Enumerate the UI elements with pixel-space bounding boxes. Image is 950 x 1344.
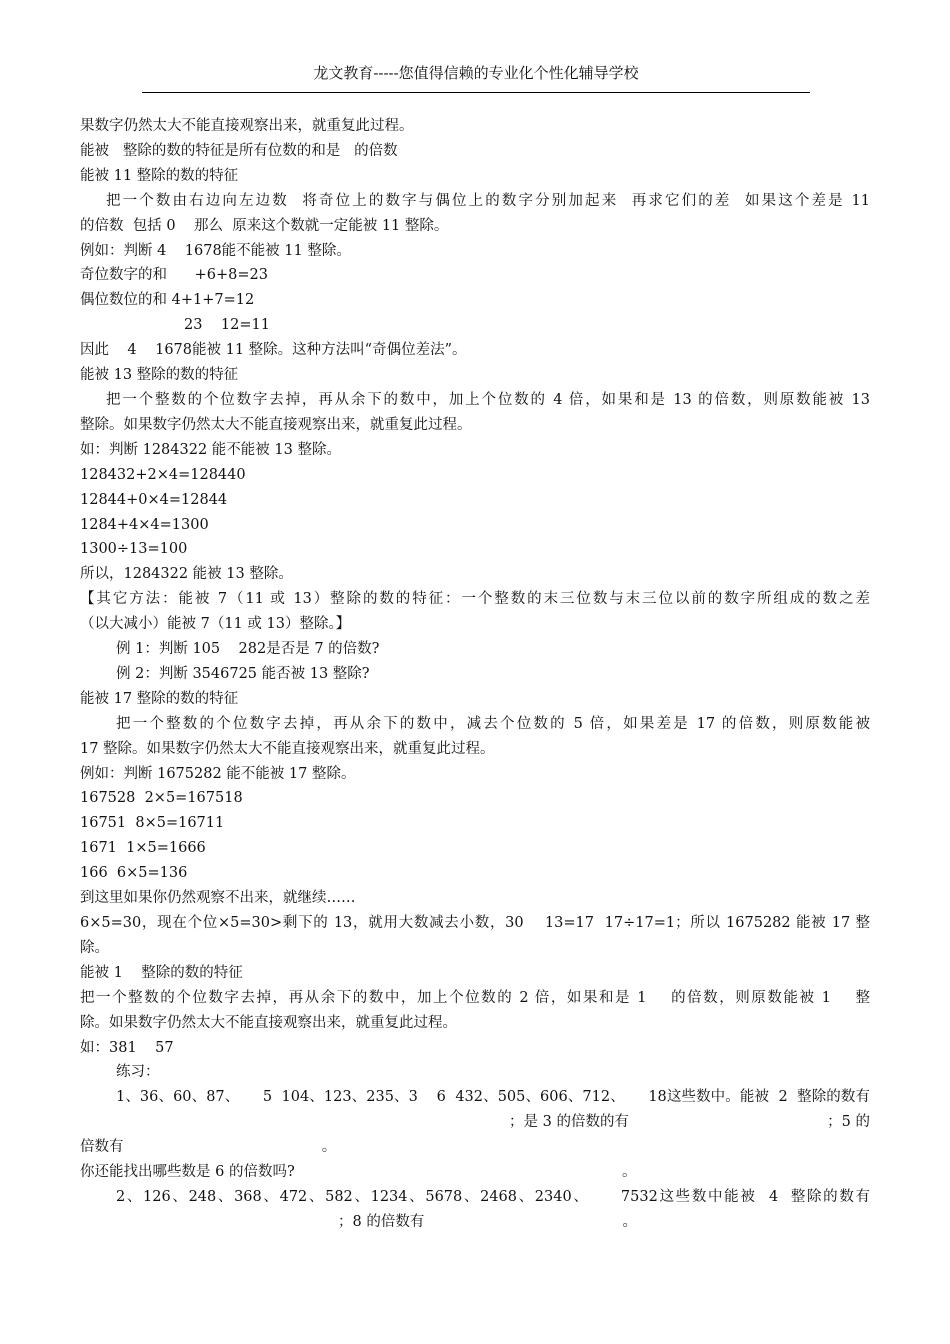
text-line: 1671 1×5=1666 <box>80 840 206 857</box>
text-line: 例如：判断 1675282 能不能被 17 整除。 <box>80 765 356 782</box>
exercise-line: 1、36、60、87、 5 104、123、235、3 6 432、505、606、712、 18这些数中。能被 2 整除的数有 <box>116 1089 870 1106</box>
text-line: 果数字仍然太大不能直接观察出来，就重复此过程。 <box>80 118 414 134</box>
other-method-note: 【其它方法：能被 7（11 或 13）整除的数的特征：一个整数的末三位数与末三位以前的数字所组成的数之差 <box>80 591 870 608</box>
text-line: 如：381 57 <box>80 1039 174 1056</box>
text-line: 能被 整除的数的特征是所有位数的和是 的倍数 <box>80 142 398 159</box>
text-line: 因此 4 1678能被 11 整除。这种方法叫“奇偶位差法”。 <box>80 342 467 359</box>
text-line: 例如：判断 4 1678能不能被 11 整除。 <box>80 242 351 259</box>
text-line: 把一个整数的个位数字去掉，再从余下的数中，加上个位数的 2 倍，如果和是 1 的倍数，则原数能被 1 整 <box>80 989 870 1006</box>
example-line: 例 1：判断 105 282是否是 7 的倍数? <box>116 641 380 658</box>
text-line: 把一个数由右边向左边数 将奇位上的数字与偶位上的数字分别加起来 再求它们的差 如果这个差是 11 <box>106 192 870 209</box>
text-line: 把一个整数的个位数字去掉，再从余下的数中，减去个位数的 5 倍，如果差是 17 的倍数，则原数能被 <box>116 715 870 732</box>
text-line: 167528 2×5=167518 <box>80 790 243 807</box>
text-line: 偶位数位的和 4+1+7=12 <box>80 292 255 309</box>
text-line: 的倍数 包括 0 那么 原来这个数就一定能被 11 整除。 <box>80 217 449 234</box>
text-line: 把一个整数的个位数字去掉，再从余下的数中，加上个位数的 4 倍，如果和是 13 的倍数，则原数能被 13 <box>106 391 870 408</box>
text-line: 17 整除。如果数字仍然太大不能直接观察出来，就重复此过程。 <box>80 740 495 757</box>
text-line: 6×5=30，现在个位×5=30>剩下的 13，就用大数减去小数，30 13=17 17÷17=1；所以 1675282 能被 17 整 <box>80 915 870 931</box>
exercise-heading: 练习： <box>116 1064 160 1081</box>
page-header-title: 龙文教育-----您值得信赖的专业化个性化辅导学校 <box>313 64 639 82</box>
text-line: 整除。如果数字仍然太大不能直接观察出来，就重复此过程。 <box>80 416 472 433</box>
text-line: 1284+4×4=1300 <box>80 516 209 533</box>
text-line: 除。 <box>80 939 109 956</box>
text-line: 到这里如果你仍然观察不出来，就继续…… <box>80 890 356 907</box>
section-heading-11: 能被 11 整除的数的特征 <box>80 167 239 184</box>
text-line: 166 6×5=136 <box>80 865 188 882</box>
example-line: 例 2：判断 3546725 能否被 13 整除? <box>116 665 370 682</box>
text-line: 23 12=11 <box>184 317 270 334</box>
text-line: 128432+2×4=128440 <box>80 466 246 483</box>
header-divider <box>142 92 810 93</box>
text-line: 除。如果数字仍然太大不能直接观察出来，就重复此过程。 <box>80 1014 457 1031</box>
text-line: 1300÷13=100 <box>80 541 188 558</box>
section-heading-13: 能被 13 整除的数的特征 <box>80 367 239 384</box>
exercise-line: ；8 的倍数有 。 <box>338 1213 638 1230</box>
text-line: 如：判断 1284322 能不能被 13 整除。 <box>80 441 341 458</box>
section-heading-19: 能被 1 整除的数的特征 <box>80 964 243 981</box>
text-line: 12844+0×4=12844 <box>80 491 228 508</box>
exercise-line: 2、126、248、368、472、582、1234、5678、2468、2340、 7532这些数中能被 4 整除的数有 <box>116 1188 870 1205</box>
exercise-line: 倍数有 。 <box>80 1139 337 1156</box>
document-body <box>80 114 870 1235</box>
text-line: 所以，1284322 能被 13 整除。 <box>80 566 293 583</box>
exercise-line: ；是 3 的倍数的有 ；5 的 <box>509 1114 870 1131</box>
text-line: 奇位数字的和 +6+8=23 <box>80 267 269 284</box>
exercise-line: 你还能找出哪些数是 6 的倍数吗? 。 <box>80 1164 637 1181</box>
other-method-note: （以大减小）能被 7（11 或 13）整除。】 <box>80 616 351 633</box>
text-line: 16751 8×5=16711 <box>80 815 225 832</box>
section-heading-17: 能被 17 整除的数的特征 <box>80 690 239 707</box>
